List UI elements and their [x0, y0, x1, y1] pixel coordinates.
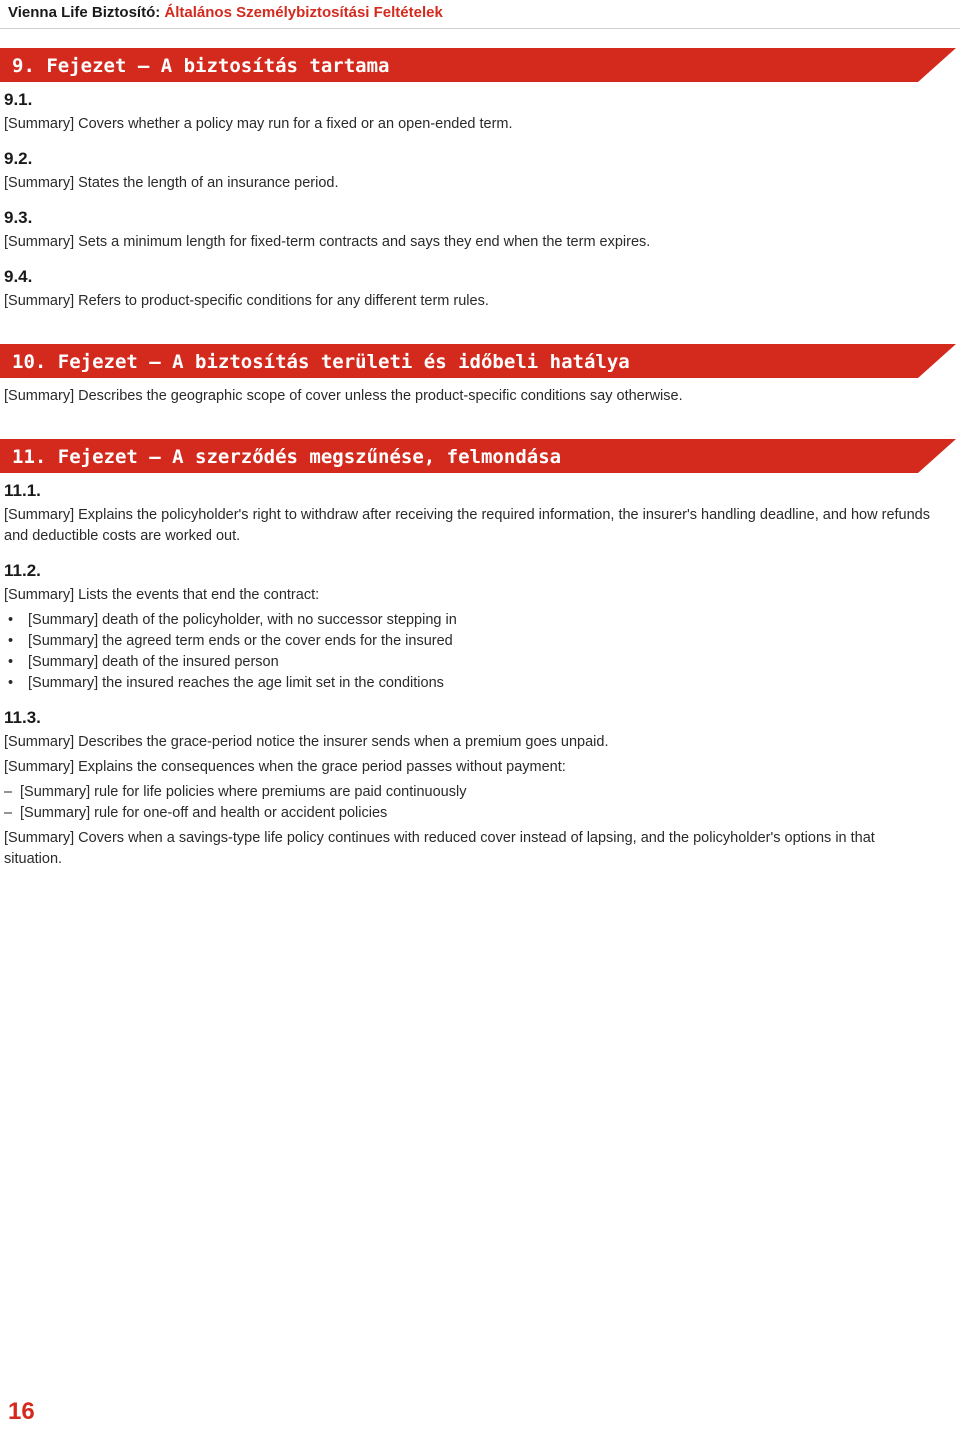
clause-11-3	[0, 708, 960, 870]
clause-summary: [Summary] Explains the policyholder's right to withdraw after receiving the required information, the insurer's handling deadline, and how refunds and deductible costs are worked out.	[4, 507, 930, 544]
clause-number: 9.4.	[4, 267, 33, 286]
clause-number: 9.2.	[4, 149, 33, 168]
chapter-10-text	[0, 386, 960, 407]
clause-summary: [Summary] Explains the consequences when the grace period passes without payment:	[4, 759, 566, 775]
clause-9-4	[0, 267, 960, 312]
clause-summary: [Summary] Describes the grace-period notice the insurer sends when a premium goes unpaid.	[4, 734, 609, 750]
chapter-9-title: 9. Fejezet – A biztosítás tartama	[12, 55, 390, 77]
clause-11-2	[0, 561, 960, 694]
clause-summary: [Summary] Covers whether a policy may run for a fixed or an open-ended term.	[4, 116, 513, 132]
spacer	[0, 326, 960, 344]
list-item: – [Summary] rule for one-off and health or accident policies	[4, 803, 930, 824]
insurer-name: Vienna Life Biztosító:	[8, 4, 161, 21]
clause-summary: [Summary] Covers when a savings-type life policy continues with reduced cover instead of lapsing, and the policyholder's options in that situation.	[4, 830, 875, 867]
termination-events-list	[4, 610, 930, 694]
header-divider	[0, 28, 960, 29]
clause-summary: [Summary] States the length of an insurance period.	[4, 175, 339, 191]
spacer	[0, 421, 960, 439]
chapter-10-banner	[0, 344, 960, 378]
clause-number: 9.1.	[4, 90, 33, 109]
clause-9-1	[0, 90, 960, 135]
lapse-rules-list	[4, 782, 930, 824]
chapter-10-title: 10. Fejezet – A biztosítás területi és időbeli hatálya	[12, 351, 630, 373]
clause-number: 11.2.	[4, 561, 41, 580]
page-number: 16	[8, 1398, 35, 1425]
clause-9-3	[0, 208, 960, 253]
clause-number: 11.1.	[4, 481, 41, 500]
clause-summary: [Summary] Sets a minimum length for fixed-term contracts and says they end when the term expires.	[4, 234, 651, 250]
list-item: • [Summary] death of the insured person	[4, 652, 930, 673]
clause-number: 9.3.	[4, 208, 33, 227]
list-item: • [Summary] the agreed term ends or the cover ends for the insured	[4, 631, 930, 652]
clause-number: 11.3.	[4, 708, 41, 727]
clause-intro: [Summary] Lists the events that end the contract:	[4, 587, 320, 603]
page-body	[0, 48, 960, 884]
clause-9-2	[0, 149, 960, 194]
clause-11-1	[0, 481, 960, 547]
document-title: Általános Személybiztosítási Feltételek	[164, 4, 443, 21]
list-item: • [Summary] death of the policyholder, with no successor stepping in	[4, 610, 930, 631]
chapter-9-banner	[0, 48, 960, 82]
running-header	[8, 4, 443, 21]
chapter-11-title: 11. Fejezet – A szerződés megszűnése, felmondása	[12, 446, 562, 468]
clause-summary: [Summary] Refers to product-specific conditions for any different term rules.	[4, 293, 489, 309]
list-item: – [Summary] rule for life policies where premiums are paid continuously	[4, 782, 930, 803]
chapter-11-banner	[0, 439, 960, 473]
clause-summary: [Summary] Describes the geographic scope of cover unless the product-specific conditions say otherwise.	[4, 388, 683, 404]
list-item: • [Summary] the insured reaches the age limit set in the conditions	[4, 673, 930, 694]
